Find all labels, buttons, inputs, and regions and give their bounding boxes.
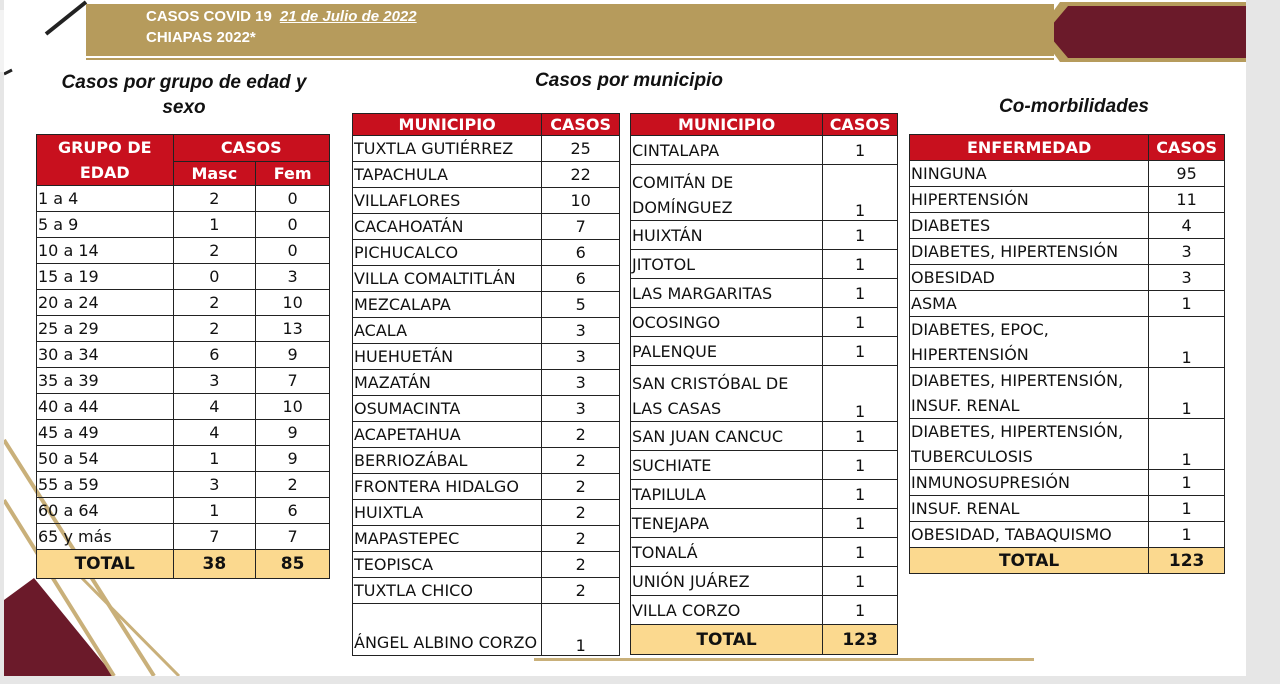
disease-name-cell: DIABETES, EPOC, HIPERTENSIÓN bbox=[910, 317, 1149, 368]
disease-name-cell: DIABETES, HIPERTENSIÓN, TUBERCULOSIS bbox=[910, 419, 1149, 470]
disease-name-cell: INMUNOSUPRESIÓN bbox=[910, 470, 1149, 496]
municipio-name-cell: MAZATÁN bbox=[353, 370, 542, 396]
male-cases-cell: 2 bbox=[173, 316, 256, 342]
municipio-cases-cell: 3 bbox=[542, 396, 620, 422]
table-row bbox=[910, 265, 1225, 291]
municipio-cases-cell: 2 bbox=[542, 500, 620, 526]
table-row bbox=[631, 480, 898, 509]
male-cases-cell: 1 bbox=[173, 446, 256, 472]
table-row bbox=[353, 266, 620, 292]
municipio-cases-cell: 1 bbox=[823, 480, 898, 509]
municipio-header: MUNICIPIO bbox=[353, 114, 542, 136]
disease-cases-cell: 4 bbox=[1149, 213, 1225, 239]
age-group-cell: 5 a 9 bbox=[37, 212, 174, 238]
total-value: 123 bbox=[823, 625, 898, 655]
comorbidities-table bbox=[909, 134, 1225, 574]
table-row bbox=[353, 474, 620, 500]
table-row bbox=[353, 370, 620, 396]
age-group-cell: 50 a 54 bbox=[37, 446, 174, 472]
municipio-cases-cell: 25 bbox=[542, 136, 620, 162]
table-row bbox=[353, 188, 620, 214]
municipio-name-cell: TONALÁ bbox=[631, 538, 823, 567]
disease-cases-cell: 1 bbox=[1149, 368, 1225, 419]
municipio-cases-cell: 2 bbox=[542, 474, 620, 500]
table-row bbox=[37, 524, 330, 550]
municipio-name-cell: COMITÁN DE DOMÍNGUEZ bbox=[631, 165, 823, 221]
municipio-cases-cell: 1 bbox=[823, 308, 898, 337]
municipio-cases-cell: 3 bbox=[542, 344, 620, 370]
municipio-cases-cell: 2 bbox=[542, 526, 620, 552]
municipio-cases-cell: 3 bbox=[542, 318, 620, 344]
female-header: Fem bbox=[256, 161, 330, 185]
age-group-cell: 20 a 24 bbox=[37, 290, 174, 316]
table-row bbox=[353, 136, 620, 162]
municipio-cases-cell: 6 bbox=[542, 240, 620, 266]
age-group-cell: 1 a 4 bbox=[37, 186, 174, 212]
municipio-cases-cell: 2 bbox=[542, 552, 620, 578]
comorb-section-title: Co-morbilidades bbox=[999, 96, 1149, 117]
table-row bbox=[910, 317, 1225, 368]
female-cases-cell: 6 bbox=[256, 498, 330, 524]
age-sex-table bbox=[36, 134, 330, 579]
disease-cases-cell: 1 bbox=[1149, 522, 1225, 548]
municipio-name-cell: VILLAFLORES bbox=[353, 188, 542, 214]
municipio-cases-cell: 1 bbox=[823, 538, 898, 567]
header-subtitle: CHIAPAS 2022* bbox=[146, 29, 256, 46]
table-row bbox=[631, 279, 898, 308]
table-row bbox=[353, 396, 620, 422]
female-cases-cell: 13 bbox=[256, 316, 330, 342]
municipio-table-1 bbox=[352, 113, 620, 656]
municipio-name-cell: ACAPETAHUA bbox=[353, 422, 542, 448]
header-slash-dark bbox=[46, 2, 86, 34]
table-row bbox=[910, 213, 1225, 239]
municipio-section-title: Casos por municipio bbox=[535, 70, 723, 91]
municipio-name-cell: BERRIOZÁBAL bbox=[353, 448, 542, 474]
municipio-name-cell: CACAHOATÁN bbox=[353, 214, 542, 240]
table-row bbox=[37, 420, 330, 446]
table-row bbox=[910, 187, 1225, 213]
disease-name-cell: DIABETES, HIPERTENSIÓN, INSUF. RENAL bbox=[910, 368, 1149, 419]
total-row bbox=[631, 625, 898, 655]
corner-tick bbox=[4, 70, 12, 74]
table-row bbox=[910, 522, 1225, 548]
disease-cases-cell: 1 bbox=[1149, 291, 1225, 317]
municipio-cases-cell: 2 bbox=[542, 578, 620, 604]
table-row bbox=[37, 290, 330, 316]
table-row bbox=[910, 368, 1225, 419]
female-cases-cell: 0 bbox=[256, 186, 330, 212]
disease-cases-cell: 3 bbox=[1149, 265, 1225, 291]
female-cases-cell: 0 bbox=[256, 212, 330, 238]
table-row bbox=[37, 316, 330, 342]
female-cases-cell: 10 bbox=[256, 290, 330, 316]
municipio-cases-cell: 1 bbox=[823, 567, 898, 596]
female-cases-cell: 7 bbox=[256, 368, 330, 394]
municipio-name-cell: SUCHIATE bbox=[631, 451, 823, 480]
table-row bbox=[631, 422, 898, 451]
municipio-name-cell: VILLA COMALTITLÁN bbox=[353, 266, 542, 292]
table-row bbox=[353, 162, 620, 188]
table-row bbox=[910, 161, 1225, 187]
table-row bbox=[353, 552, 620, 578]
table-row bbox=[631, 221, 898, 250]
municipio-cases-cell: 1 bbox=[823, 509, 898, 538]
disease-name-cell: DIABETES, HIPERTENSIÓN bbox=[910, 239, 1149, 265]
municipio-name-cell: OSUMACINTA bbox=[353, 396, 542, 422]
municipio-name-cell: PALENQUE bbox=[631, 337, 823, 366]
disease-cases-cell: 1 bbox=[1149, 419, 1225, 470]
table-row bbox=[631, 538, 898, 567]
total-label: TOTAL bbox=[910, 548, 1149, 574]
table-row bbox=[37, 238, 330, 264]
table-row bbox=[631, 451, 898, 480]
male-cases-cell: 1 bbox=[173, 212, 256, 238]
total-label: TOTAL bbox=[37, 550, 174, 579]
total-label: TOTAL bbox=[631, 625, 823, 655]
municipio-name-cell: TUXTLA CHICO bbox=[353, 578, 542, 604]
female-cases-cell: 7 bbox=[256, 524, 330, 550]
table-row bbox=[353, 526, 620, 552]
header-date: 21 de Julio de 2022 bbox=[279, 8, 417, 25]
table-row bbox=[37, 472, 330, 498]
table-row bbox=[910, 291, 1225, 317]
table-row bbox=[353, 500, 620, 526]
disease-cases-cell: 1 bbox=[1149, 470, 1225, 496]
table-row bbox=[353, 214, 620, 240]
female-cases-cell: 9 bbox=[256, 420, 330, 446]
table-row bbox=[631, 366, 898, 422]
disease-name-cell: OBESIDAD, TABAQUISMO bbox=[910, 522, 1149, 548]
table-row bbox=[353, 292, 620, 318]
male-header: Masc bbox=[173, 161, 256, 185]
municipio-header: MUNICIPIO bbox=[631, 114, 823, 136]
table-row bbox=[37, 212, 330, 238]
municipio-name-cell: LAS MARGARITAS bbox=[631, 279, 823, 308]
municipio-cases-cell: 1 bbox=[823, 337, 898, 366]
municipio-cases-cell: 2 bbox=[542, 448, 620, 474]
municipio-name-cell: CINTALAPA bbox=[631, 136, 823, 165]
municipio-cases-cell: 10 bbox=[542, 188, 620, 214]
table-row bbox=[353, 422, 620, 448]
table-row bbox=[631, 308, 898, 337]
disease-header: ENFERMEDAD bbox=[910, 135, 1149, 161]
municipio-cases-cell: 1 bbox=[823, 422, 898, 451]
municipio-cases-cell: 1 bbox=[542, 604, 620, 656]
comorb-cases-header: CASOS bbox=[1149, 135, 1225, 161]
municipio-cases-cell: 1 bbox=[823, 250, 898, 279]
total-row bbox=[37, 550, 330, 579]
total-male: 38 bbox=[173, 550, 256, 579]
age-group-cell: 60 a 64 bbox=[37, 498, 174, 524]
disease-name-cell: DIABETES bbox=[910, 213, 1149, 239]
municipio-cases-cell: 1 bbox=[823, 596, 898, 625]
disease-name-cell: OBESIDAD bbox=[910, 265, 1149, 291]
disease-cases-cell: 3 bbox=[1149, 239, 1225, 265]
municipio-cases-cell: 6 bbox=[542, 266, 620, 292]
age-group-cell: 15 a 19 bbox=[37, 264, 174, 290]
table-row bbox=[631, 165, 898, 221]
age-group-cell: 25 a 29 bbox=[37, 316, 174, 342]
table-row bbox=[353, 344, 620, 370]
municipio-name-cell: HUIXTLA bbox=[353, 500, 542, 526]
table-row bbox=[631, 337, 898, 366]
municipio-name-cell: TAPILULA bbox=[631, 480, 823, 509]
municipio-cases-cell: 1 bbox=[823, 451, 898, 480]
municipio-name-cell: SAN JUAN CANCUC bbox=[631, 422, 823, 451]
municipio-name-cell: UNIÓN JUÁREZ bbox=[631, 567, 823, 596]
municipio-name-cell: MAPASTEPEC bbox=[353, 526, 542, 552]
municipio-name-cell: MEZCALAPA bbox=[353, 292, 542, 318]
male-cases-cell: 2 bbox=[173, 186, 256, 212]
table-row bbox=[353, 604, 620, 656]
municipio-name-cell: HUIXTÁN bbox=[631, 221, 823, 250]
municipio-cases-cell: 1 bbox=[823, 221, 898, 250]
table-row bbox=[353, 240, 620, 266]
municipio-cases-cell: 22 bbox=[542, 162, 620, 188]
male-cases-cell: 6 bbox=[173, 342, 256, 368]
municipio-name-cell: SAN CRISTÓBAL DE LAS CASAS bbox=[631, 366, 823, 422]
female-cases-cell: 9 bbox=[256, 342, 330, 368]
municipio-name-cell: TAPACHULA bbox=[353, 162, 542, 188]
cases-header: CASOS bbox=[173, 135, 330, 162]
table-row bbox=[910, 496, 1225, 522]
age-group-cell: 10 a 14 bbox=[37, 238, 174, 264]
table-row bbox=[631, 250, 898, 279]
total-row bbox=[910, 548, 1225, 574]
female-cases-cell: 0 bbox=[256, 238, 330, 264]
disease-cases-cell: 1 bbox=[1149, 317, 1225, 368]
table-row bbox=[910, 239, 1225, 265]
municipio-cases-cell: 5 bbox=[542, 292, 620, 318]
female-cases-cell: 3 bbox=[256, 264, 330, 290]
municipio-cases-cell: 1 bbox=[823, 136, 898, 165]
male-cases-cell: 4 bbox=[173, 394, 256, 420]
header-maroon-block bbox=[1046, 6, 1246, 58]
municipio-name-cell: TENEJAPA bbox=[631, 509, 823, 538]
table-row bbox=[37, 186, 330, 212]
municipio-name-cell: TUXTLA GUTIÉRREZ bbox=[353, 136, 542, 162]
male-cases-cell: 3 bbox=[173, 368, 256, 394]
male-cases-cell: 7 bbox=[173, 524, 256, 550]
municipio-cases-cell: 1 bbox=[823, 165, 898, 221]
municipio-cases-cell: 1 bbox=[823, 366, 898, 422]
total-value: 123 bbox=[1149, 548, 1225, 574]
table-row bbox=[37, 368, 330, 394]
municipio-name-cell: ACALA bbox=[353, 318, 542, 344]
age-group-cell: 35 a 39 bbox=[37, 368, 174, 394]
male-cases-cell: 0 bbox=[173, 264, 256, 290]
table-row bbox=[910, 419, 1225, 470]
municipio-table-2 bbox=[630, 113, 898, 655]
municipio-name-cell: PICHUCALCO bbox=[353, 240, 542, 266]
casos-header: CASOS bbox=[542, 114, 620, 136]
header-title: CASOS COVID 19 bbox=[146, 8, 272, 25]
table-row bbox=[37, 446, 330, 472]
table-row bbox=[631, 136, 898, 165]
male-cases-cell: 1 bbox=[173, 498, 256, 524]
female-cases-cell: 9 bbox=[256, 446, 330, 472]
municipio-name-cell: TEOPISCA bbox=[353, 552, 542, 578]
disease-cases-cell: 1 bbox=[1149, 496, 1225, 522]
municipio-name-cell: HUEHUETÁN bbox=[353, 344, 542, 370]
age-group-cell: 45 a 49 bbox=[37, 420, 174, 446]
municipio-name-cell: ÁNGEL ALBINO CORZO bbox=[353, 604, 542, 656]
disease-name-cell: HIPERTENSIÓN bbox=[910, 187, 1149, 213]
female-cases-cell: 2 bbox=[256, 472, 330, 498]
municipio-name-cell: JITOTOL bbox=[631, 250, 823, 279]
male-cases-cell: 3 bbox=[173, 472, 256, 498]
age-group-cell: 30 a 34 bbox=[37, 342, 174, 368]
municipio-cases-cell: 7 bbox=[542, 214, 620, 240]
table-row bbox=[353, 448, 620, 474]
male-cases-cell: 4 bbox=[173, 420, 256, 446]
table-row bbox=[37, 342, 330, 368]
table-row bbox=[631, 509, 898, 538]
female-cases-cell: 10 bbox=[256, 394, 330, 420]
table-row bbox=[631, 596, 898, 625]
disease-cases-cell: 11 bbox=[1149, 187, 1225, 213]
age-group-cell: 55 a 59 bbox=[37, 472, 174, 498]
disease-name-cell: NINGUNA bbox=[910, 161, 1149, 187]
table-row bbox=[37, 394, 330, 420]
table-row bbox=[37, 498, 330, 524]
municipio-cases-cell: 1 bbox=[823, 279, 898, 308]
disease-name-cell: ASMA bbox=[910, 291, 1149, 317]
table-row bbox=[631, 567, 898, 596]
male-cases-cell: 2 bbox=[173, 238, 256, 264]
age-section-title: Casos por grupo de edad y sexo bbox=[61, 72, 307, 118]
age-group-cell: 65 y más bbox=[37, 524, 174, 550]
disease-name-cell: INSUF. RENAL bbox=[910, 496, 1149, 522]
table-row bbox=[910, 470, 1225, 496]
table-row bbox=[353, 318, 620, 344]
total-female: 85 bbox=[256, 550, 330, 579]
slide bbox=[4, 0, 1246, 676]
table-row bbox=[353, 578, 620, 604]
municipio-cases-cell: 2 bbox=[542, 422, 620, 448]
disease-cases-cell: 95 bbox=[1149, 161, 1225, 187]
footer-gold-underline bbox=[534, 658, 1034, 661]
male-cases-cell: 2 bbox=[173, 290, 256, 316]
municipio-name-cell: VILLA CORZO bbox=[631, 596, 823, 625]
header-underline bbox=[86, 58, 1054, 60]
municipio-cases-cell: 3 bbox=[542, 370, 620, 396]
municipio-name-cell: OCOSINGO bbox=[631, 308, 823, 337]
table-row bbox=[37, 264, 330, 290]
casos-header: CASOS bbox=[823, 114, 898, 136]
age-group-cell: 40 a 44 bbox=[37, 394, 174, 420]
age-group-header: GRUPO DE EDAD bbox=[37, 135, 174, 186]
header-text bbox=[146, 6, 417, 48]
municipio-name-cell: FRONTERA HIDALGO bbox=[353, 474, 542, 500]
